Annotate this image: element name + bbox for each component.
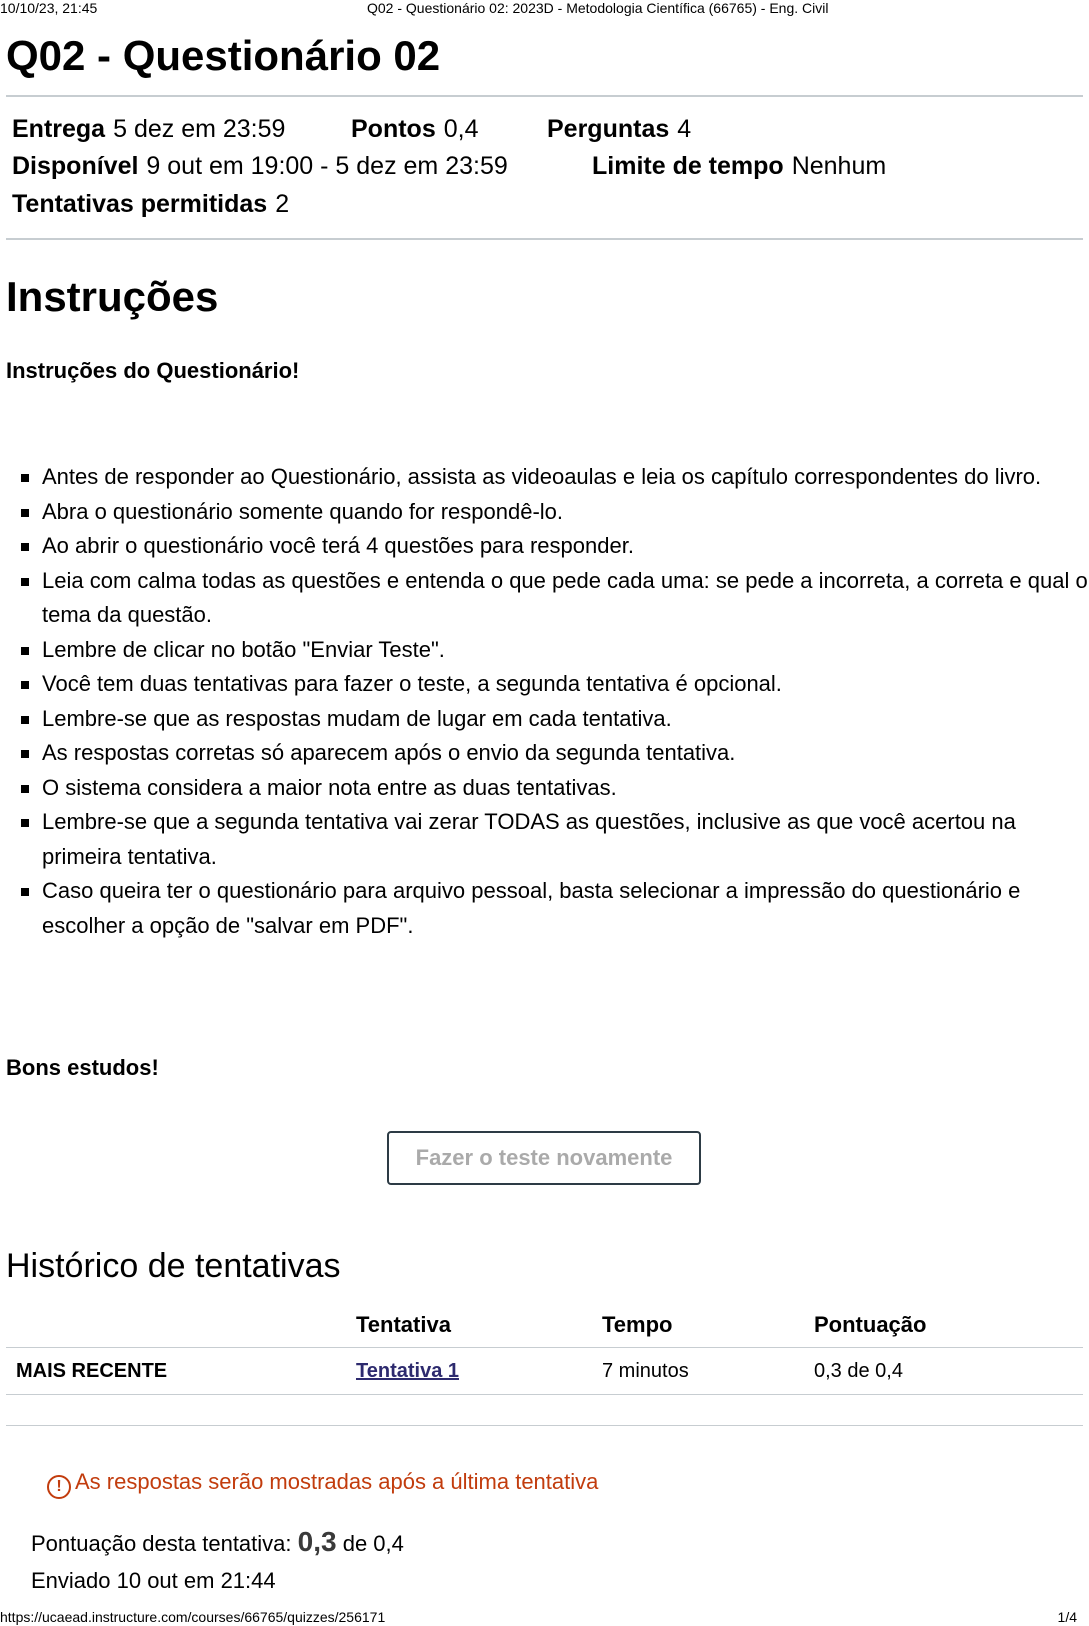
list-item-text: Ao abrir o questionário você terá 4 questões para responder. [42,533,634,558]
detail-time-limit-value: Nenhum [791,152,887,180]
bullet-icon [21,716,29,724]
instructions-subheading: Instruções do Questionário! [6,358,300,383]
list-item-text: Lembre-se que a segunda tentativa vai zerar TODAS as questões, inclusive as que você acertou na primeira tentativa. [42,809,1016,869]
detail-questions-label: Perguntas [547,115,670,143]
list-item-text: O sistema considera a maior nota entre as duas tentativas. [42,774,617,800]
detail-time-limit [592,147,886,185]
attempt-history-table [6,1303,1083,1395]
table-header-row [6,1303,1083,1348]
list-item [18,460,1088,495]
list-item [18,633,1088,668]
detail-available-value: 9 out em 19:00 - 5 dez em 23:59 [146,152,508,180]
retake-quiz-button[interactable]: Fazer o teste novamente [387,1131,701,1185]
bullet-icon [21,819,29,827]
detail-due [12,110,285,148]
detail-due-value: 5 dez em 23:59 [113,115,286,143]
answers-notice [47,1467,598,1499]
detail-points-value: 0,4 [443,115,479,143]
attempt-tag: MAIS RECENTE [6,1348,346,1395]
warning-icon: ! [47,1475,71,1499]
detail-questions [547,110,691,148]
detail-points-label: Pontos [351,115,436,143]
score-value: 0,3 [297,1526,337,1557]
print-doc-title: Q02 - Questionário 02: 2023D - Metodologia Científica (66765) - Eng. Civil [367,0,829,16]
list-item-text: Abra o questionário somente quando for respondê-lo. [42,498,564,524]
attempt-cell [346,1348,592,1395]
list-item [18,564,1088,633]
attempt-score: 0,3 de 0,4 [804,1348,1083,1395]
divider [6,95,1083,97]
divider [6,238,1083,240]
bullet-icon [21,888,29,896]
instructions-list [18,460,1088,943]
column-header: Tempo [592,1303,804,1348]
closing-text: Bons estudos! [6,1055,159,1080]
column-header [6,1303,346,1348]
attempt-time: 7 minutos [592,1348,804,1395]
detail-attempts-value: 2 [275,190,290,218]
print-header [0,0,1089,18]
detail-points [351,110,478,148]
detail-attempts-label: Tentativas permitidas [12,190,268,218]
list-item-text: As respostas corretas só aparecem após o envio da segunda tentativa. [42,740,736,765]
bullet-icon [21,474,29,482]
detail-available [12,147,508,185]
bullet-icon [21,543,29,551]
list-item [18,874,1088,943]
detail-attempts [12,185,289,223]
print-footer-page: 1/4 [1057,1609,1077,1625]
bullet-icon [21,578,29,586]
list-item-text: Lembre de clicar no botão "Enviar Teste". [42,636,445,662]
list-item [18,495,1088,530]
list-item [18,771,1088,806]
score-of: de 0,4 [342,1531,404,1556]
divider [6,1425,1083,1426]
list-item-text: Lembre-se que as respostas mudam de lugar em cada tentativa. [42,705,672,731]
bullet-icon [21,509,29,517]
detail-available-label: Disponível [12,152,139,180]
list-item-text: Antes de responder ao Questionário, assista as videoaulas e leia os capítulo correspondentes do livro. [42,464,1042,489]
table-row [6,1348,1083,1395]
bullet-icon [21,681,29,689]
answers-notice-text: As respostas serão mostradas após a última tentativa [75,1469,599,1494]
attempt-link[interactable]: Tentativa 1 [356,1359,459,1382]
print-footer-url: https://ucaead.instructure.com/courses/66765/quizzes/256171 [0,1609,386,1625]
detail-questions-value: 4 [677,115,692,143]
instructions-heading: Instruções [6,273,219,320]
bullet-icon [21,785,29,793]
list-item [18,529,1088,564]
list-item-text: Você tem duas tentativas para fazer o teste, a segunda tentativa é opcional. [42,671,782,696]
list-item-text: Caso queira ter o questionário para arquivo pessoal, basta selecionar a impressão do questionário e escolher a opção de "salvar em PDF". [42,878,1021,938]
attempt-score-line [31,1525,404,1561]
column-header: Tentativa [346,1303,592,1348]
detail-due-label: Entrega [12,115,106,143]
list-item [18,702,1088,737]
list-item-text: Leia com calma todas as questões e entenda o que pede cada uma: se pede a incorreta, a correta e qual o tema da questão. [42,567,1088,627]
submitted-time: Enviado 10 out em 21:44 [31,1568,276,1593]
column-header: Pontuação [804,1303,1083,1348]
list-item [18,736,1088,771]
page-title: Q02 - Questionário 02 [6,32,441,79]
print-datetime: 10/10/23, 21:45 [0,0,98,16]
list-item [18,805,1088,874]
bullet-icon [21,750,29,758]
score-label: Pontuação desta tentativa: [31,1531,292,1556]
history-heading: Histórico de tentativas [6,1247,341,1285]
detail-time-limit-label: Limite de tempo [592,152,784,180]
bullet-icon [21,647,29,655]
list-item [18,667,1088,702]
